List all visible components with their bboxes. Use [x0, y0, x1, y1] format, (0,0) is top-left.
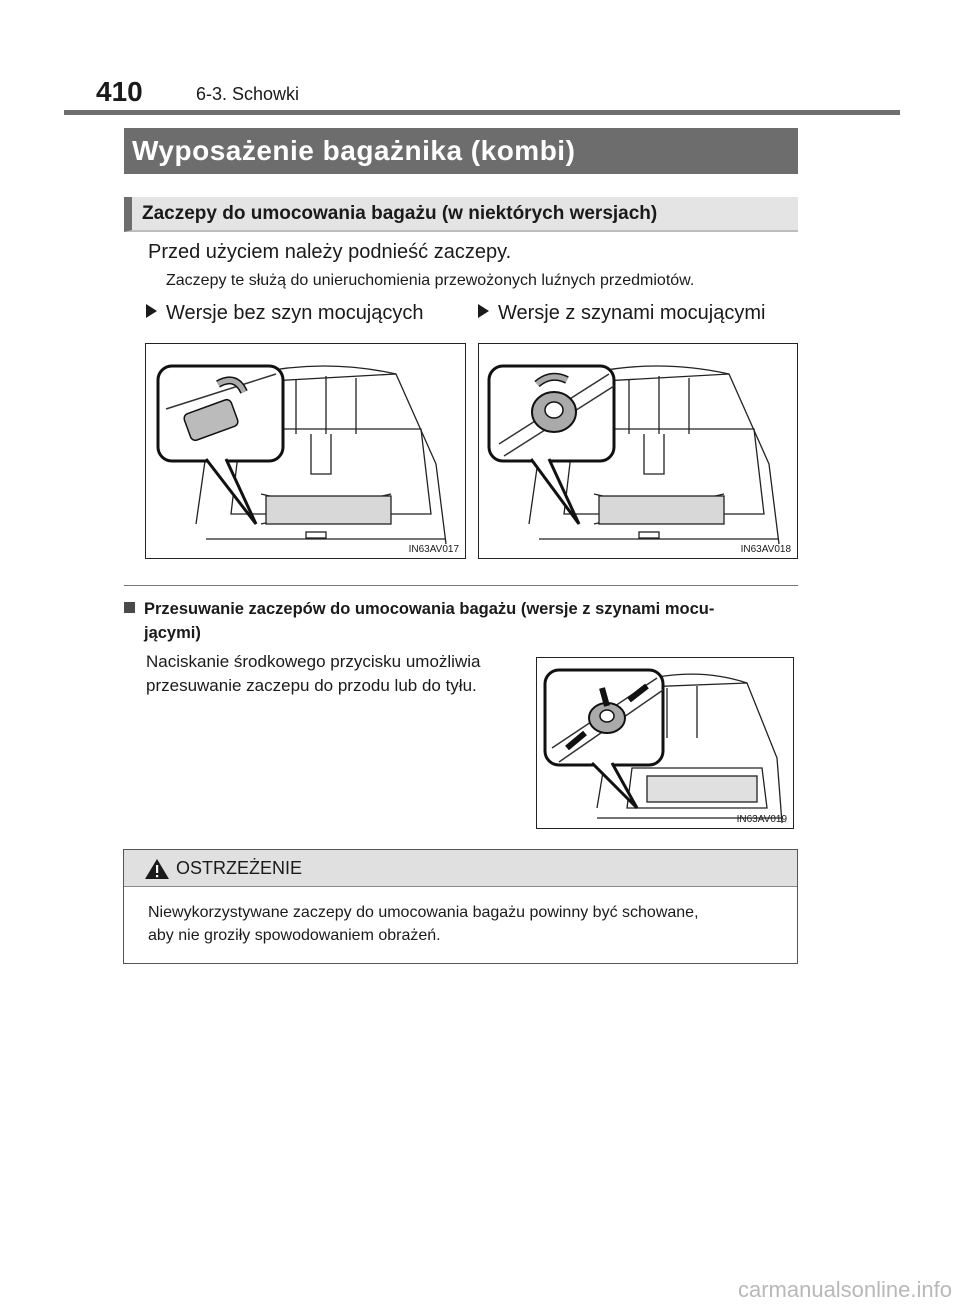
square-bullet-icon: [124, 602, 135, 613]
triangle-bullet-icon: [478, 304, 489, 318]
page-number: 410: [96, 76, 143, 107]
warning-box: [123, 849, 798, 964]
warning-title: OSTRZEŻENIE: [176, 858, 303, 878]
section-title: Wyposażenie bagażnika (kombi): [124, 128, 798, 174]
figure-code: IN63AV017: [408, 544, 459, 555]
subsection-body: Naciskanie środkowego przycisku umożliwia przesuwanie zaczepu do przodu lub do tyłu.: [146, 652, 481, 695]
trunk-illustration: [537, 658, 793, 828]
warning-triangle-icon: [144, 858, 170, 880]
triangle-bullet-icon: [146, 304, 157, 318]
intro-text: Przed użyciem należy podnieść zaczepy.: [148, 241, 512, 263]
variant-label-no-rails: Wersje bez szyn mocujących: [146, 302, 424, 325]
figure-code: IN63AV019: [736, 814, 787, 825]
running-head: 6-3. Schowki: [196, 84, 300, 104]
figure-hooks-no-rails: [145, 343, 466, 559]
variant-label-with-rails: Wersje z szynami mocującymi: [478, 302, 765, 325]
trunk-illustration: [146, 344, 465, 558]
watermark: carmanualsonline.info: [737, 1277, 952, 1302]
subsection-title: Zaczepy do umocowania bagażu (w niektórych wersjach): [124, 197, 798, 232]
trunk-illustration: [479, 344, 797, 558]
figure-code: IN63AV018: [740, 544, 791, 555]
figure-hook-slide: [536, 657, 794, 829]
warning-text: Niewykorzystywane zaczepy do umocowania bagażu powinny być schowane, aby nie groziły spowodowaniem obrażeń.: [148, 904, 699, 944]
figure-hooks-with-rails: [478, 343, 798, 559]
header-rule: [64, 110, 900, 115]
section-divider: [124, 585, 798, 586]
subsection-heading: Przesuwanie zaczepów do umocowania bagażu (wersje z szynami mocu- jącymi): [124, 597, 798, 645]
intro-note: Zaczepy te służą do unieruchomienia przewożonych luźnych przedmiotów.: [166, 272, 695, 289]
